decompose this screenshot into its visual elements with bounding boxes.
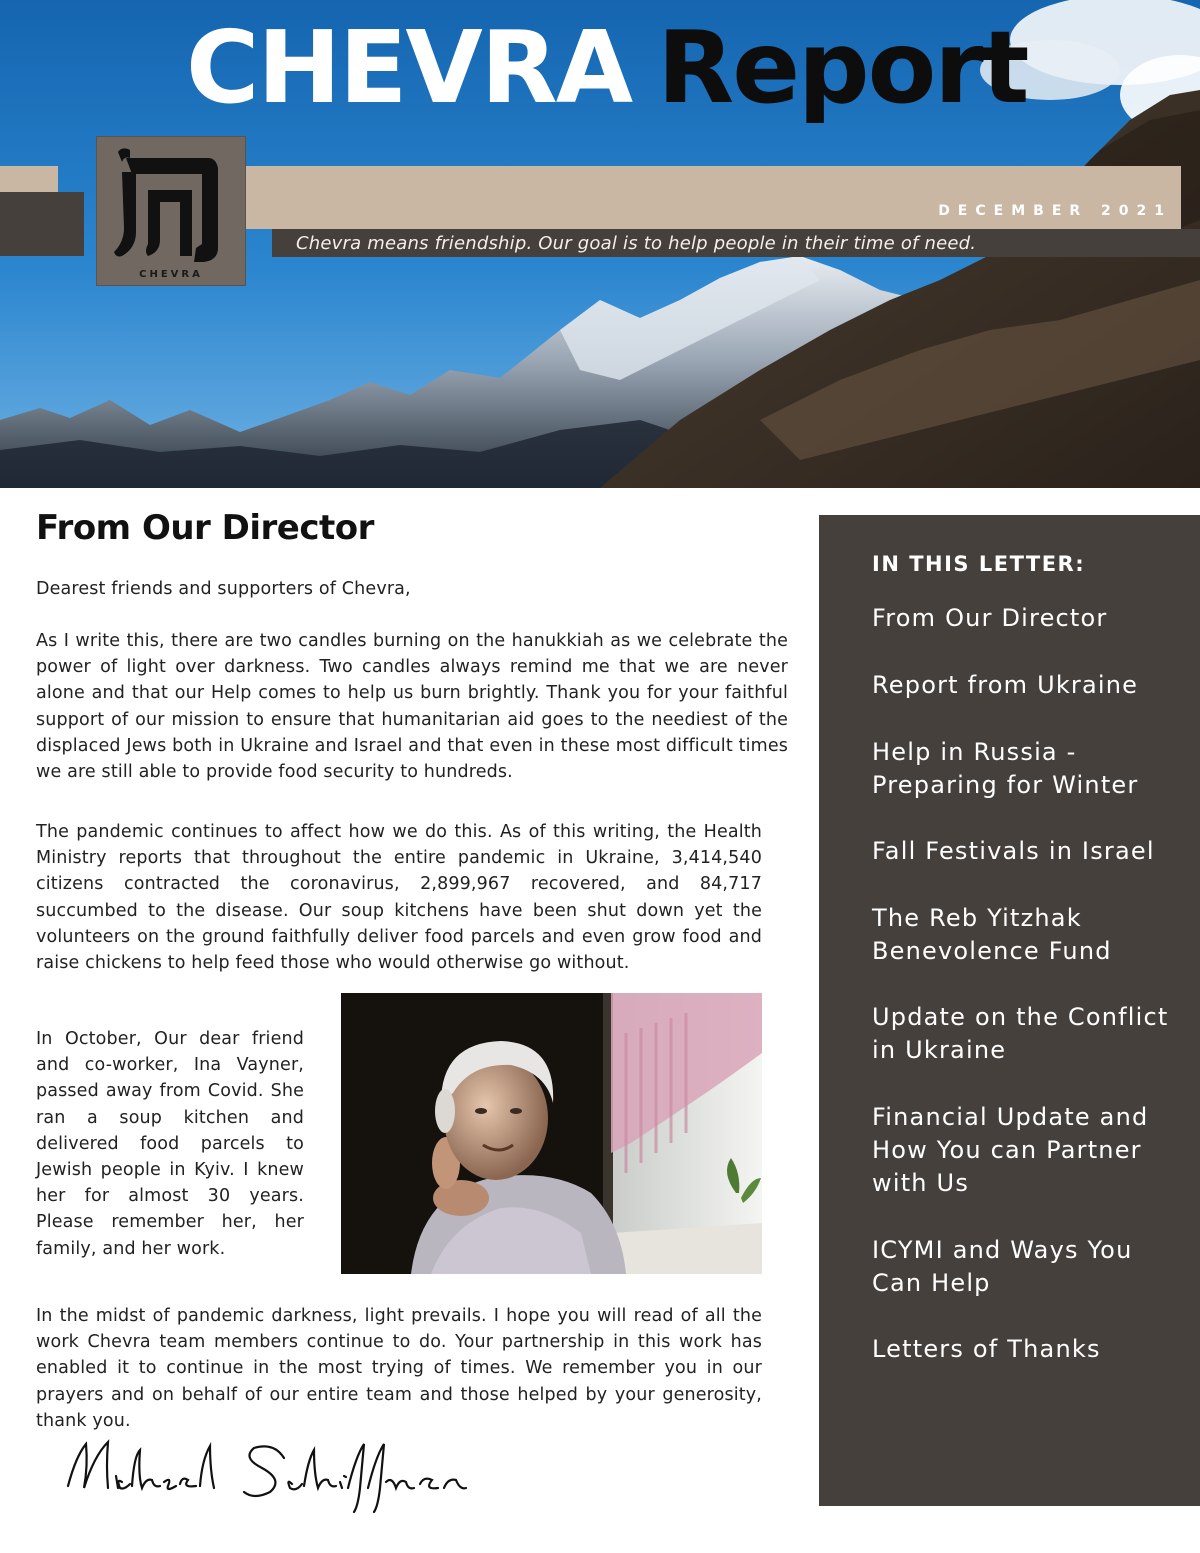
director-signature [64,1436,624,1516]
chevra-logo [96,136,246,286]
toc-item-conflict-update[interactable]: Update on the Conflict in Ukraine [872,1003,1169,1064]
salutation: Dearest friends and supporters of Chevra, [36,579,411,599]
title-report: Report [657,9,1028,126]
sidebar-heading: IN THIS LETTER: [872,552,1086,576]
director-heading: From Our Director [36,508,374,548]
toc-item-help-in-russia[interactable]: Help in Russia - Preparing for Winter [872,738,1139,799]
paragraph-1: As I write this, there are two candles burning on the hanukkiah as we celebrate the power of light over darkness. Two candles always remind me that we are never alone and that our Help comes to help us burn brightly. Thank you for your faithful support of our mission to ensure that humanitarian aid goes to the neediest of the displaced Jews both in Ukraine and Israel and that even in these most difficult times we are still able to provide food security to hundreds. [36,631,788,783]
photo-illustration [341,993,762,1274]
toc-item-benevolence-fund[interactable]: The Reb Yitzhak Benevolence Fund [872,904,1112,965]
toc-item-icymi[interactable]: ICYMI and Ways You Can Help [872,1236,1133,1297]
toc-item-from-our-director[interactable]: From Our Director [872,604,1108,632]
paragraph-3: In October, Our dear friend and co-worker, Ina Vayner, passed away from Covid. She ran a soup kitchen and delivered food parcels to Jewish people in Kyiv. I knew her for almost 30 years. Please remember her, her family, and her work. [36,1029,304,1259]
elderly-woman-photo [341,993,762,1274]
chevra-hebrew-letter-icon [96,136,246,286]
tagline: Chevra means friendship. Our goal is to help people in their time of need. [296,233,977,254]
contents-sidebar [819,515,1200,1506]
header-banner [0,0,1200,488]
toc-item-fall-festivals[interactable]: Fall Festivals in Israel [872,837,1155,865]
toc-item-report-from-ukraine[interactable]: Report from Ukraine [872,671,1139,699]
toc-item-financial-update[interactable]: Financial Update and How You can Partner with Us [872,1103,1149,1197]
title-chevra: CHEVRA [186,9,632,126]
report-title [186,9,1028,126]
decorative-band-beige [246,166,1181,229]
logo-text: CHEVRA [139,269,203,280]
issue-date: DECEMBER 2021 [938,203,1172,219]
paragraph-4: In the midst of pandemic darkness, light prevails. I hope you will read of all the work Chevra team members continue to do. Your partnership in this work has enabled it to continue in the most trying of times. We remember you in our prayers and on behalf of our entire team and those helped by your generosity, thank you. [36,1306,762,1431]
decorative-band-left-dark [0,192,84,256]
paragraph-2: The pandemic continues to affect how we do this. As of this writing, the Health Ministry reports that throughout the entire pandemic in Ukraine, 3,414,540 citizens contracted the coronavirus, 2,899,967 recovered, and 84,717 succumbed to the disease. Our soup kitchens have been shut down yet the volunteers on the ground faithfully deliver food parcels and even grow food and raise chickens to help feed those who would otherwise go without. [36,822,762,974]
toc-item-letters-of-thanks[interactable]: Letters of Thanks [872,1335,1101,1363]
